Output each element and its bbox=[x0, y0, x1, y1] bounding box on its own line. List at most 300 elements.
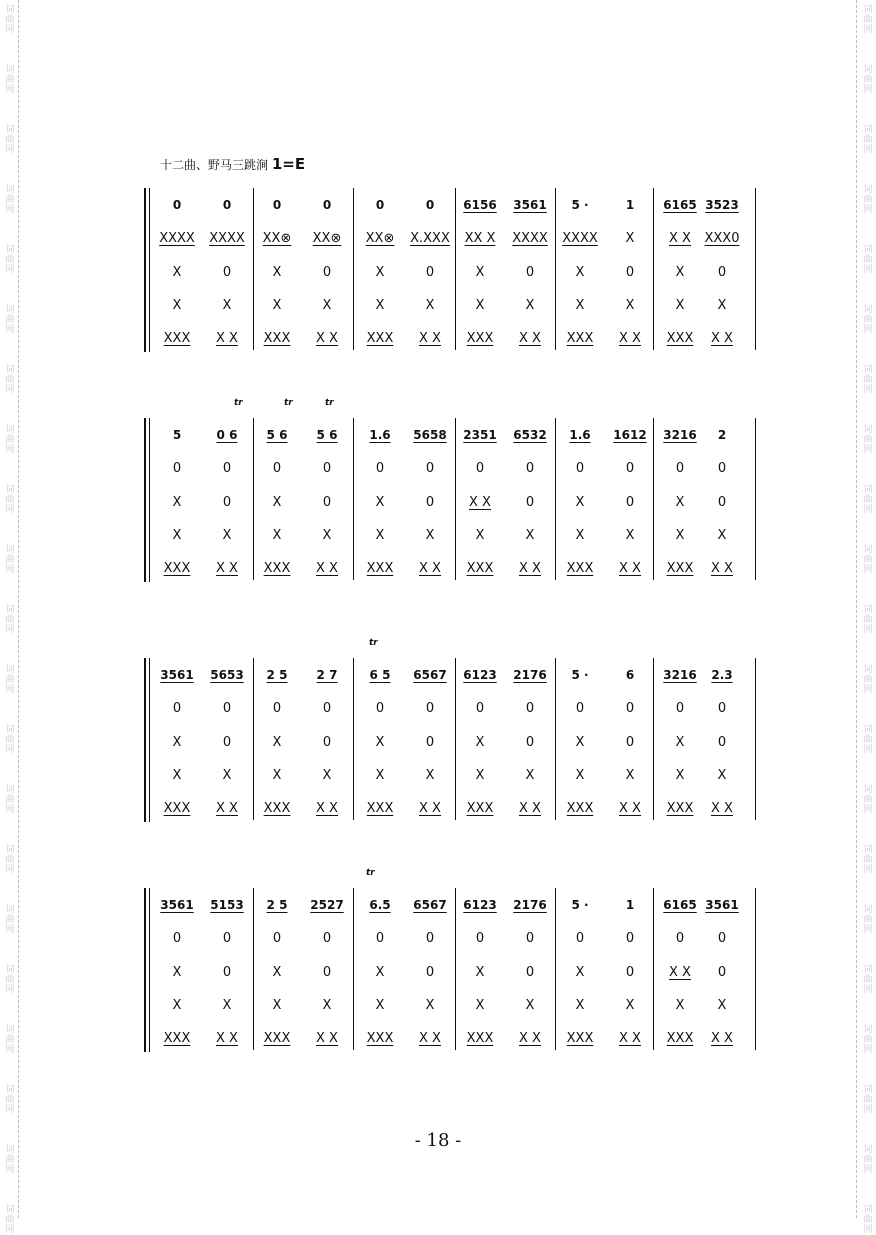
right-watermark-mark bbox=[860, 1205, 876, 1235]
note-cell: XXX bbox=[263, 561, 291, 576]
watermark-glyph: 曲 bbox=[5, 735, 15, 745]
note-cell: 0 bbox=[475, 461, 485, 476]
key-signature: 1=E bbox=[271, 155, 306, 173]
note-cell: X bbox=[375, 768, 385, 783]
watermark-glyph: 网 bbox=[863, 985, 873, 995]
note-cell: X bbox=[322, 998, 332, 1013]
watermark-glyph: 网 bbox=[5, 685, 15, 695]
left-watermark-mark bbox=[2, 1025, 18, 1055]
percussion-row bbox=[140, 260, 756, 288]
watermark-glyph: 网 bbox=[863, 925, 873, 935]
watermark-glyph: 词 bbox=[863, 185, 873, 195]
note-cell: 3216 bbox=[663, 668, 697, 682]
note-cell: X bbox=[222, 298, 232, 313]
note-cell: 0 bbox=[575, 701, 585, 716]
watermark-glyph: 网 bbox=[863, 25, 873, 35]
note-cell: X X bbox=[519, 331, 541, 346]
score-system bbox=[140, 422, 756, 584]
note-cell: X bbox=[375, 495, 385, 510]
note-cell: X X bbox=[669, 231, 691, 246]
right-watermark-mark bbox=[860, 425, 876, 455]
score-system bbox=[140, 192, 756, 354]
watermark-glyph: 网 bbox=[863, 505, 873, 515]
note-cell: 6 bbox=[625, 668, 635, 682]
note-cell: X bbox=[575, 495, 585, 510]
note-cell: 5653 bbox=[210, 668, 244, 682]
watermark-glyph: 词 bbox=[863, 965, 873, 975]
watermark-glyph: 曲 bbox=[5, 135, 15, 145]
note-cell: 6156 bbox=[463, 198, 497, 212]
note-cell: 3216 bbox=[663, 428, 697, 442]
watermark-glyph: 曲 bbox=[863, 735, 873, 745]
percussion-row bbox=[140, 993, 756, 1021]
watermark-glyph: 网 bbox=[863, 1225, 873, 1235]
note-cell: X X bbox=[519, 1031, 541, 1046]
note-cell: 0 bbox=[322, 701, 332, 716]
note-cell: XXX bbox=[466, 561, 494, 576]
right-border-line bbox=[856, 0, 857, 1218]
watermark-glyph: 词 bbox=[863, 785, 873, 795]
melody-row bbox=[140, 422, 756, 450]
note-cell: XXXX bbox=[512, 231, 548, 246]
note-cell: X bbox=[675, 735, 685, 750]
note-cell: X X bbox=[419, 1031, 441, 1046]
note-cell: 0 bbox=[625, 701, 635, 716]
note-cell: 6165 bbox=[663, 898, 697, 912]
left-watermark-mark bbox=[2, 185, 18, 215]
note-cell: 2 bbox=[717, 428, 727, 442]
watermark-glyph: 网 bbox=[5, 925, 15, 935]
watermark-glyph: 词 bbox=[5, 665, 15, 675]
watermark-glyph: 词 bbox=[863, 5, 873, 15]
right-watermark-mark bbox=[860, 65, 876, 95]
watermark-glyph: 词 bbox=[5, 65, 15, 75]
note-cell: 0 bbox=[322, 931, 332, 946]
note-cell: X bbox=[475, 528, 485, 543]
note-cell: X bbox=[625, 998, 635, 1013]
note-cell: 3561 bbox=[513, 198, 547, 212]
watermark-glyph: 词 bbox=[863, 245, 873, 255]
note-cell: X bbox=[172, 735, 182, 750]
watermark-glyph: 网 bbox=[863, 205, 873, 215]
note-cell: 0 bbox=[322, 198, 332, 212]
note-cell: X X bbox=[519, 801, 541, 816]
watermark-glyph: 曲 bbox=[5, 15, 15, 25]
watermark-glyph: 网 bbox=[5, 325, 15, 335]
note-cell: X X bbox=[316, 561, 338, 576]
left-watermark-mark bbox=[2, 65, 18, 95]
note-cell: 0 bbox=[322, 461, 332, 476]
watermark-glyph: 曲 bbox=[863, 795, 873, 805]
note-cell: 0 bbox=[717, 931, 727, 946]
note-cell: X bbox=[525, 768, 535, 783]
note-cell: X X bbox=[469, 495, 491, 510]
note-cell: 6123 bbox=[463, 668, 497, 682]
note-cell: XXX bbox=[366, 561, 394, 576]
left-watermark-mark bbox=[2, 365, 18, 395]
note-cell: X bbox=[475, 998, 485, 1013]
note-cell: X bbox=[625, 231, 635, 246]
note-cell: XXXX bbox=[209, 231, 245, 246]
note-cell: 0 bbox=[525, 495, 535, 510]
watermark-glyph: 曲 bbox=[863, 15, 873, 25]
watermark-glyph: 词 bbox=[5, 1025, 15, 1035]
watermark-glyph: 曲 bbox=[863, 315, 873, 325]
note-cell: 0 bbox=[172, 461, 182, 476]
note-cell: X bbox=[425, 768, 435, 783]
right-watermark-mark bbox=[860, 785, 876, 815]
score-system bbox=[140, 892, 756, 1054]
note-cell: 5 6 bbox=[316, 428, 338, 442]
note-cell: XX X bbox=[464, 231, 496, 246]
note-cell: 0 bbox=[717, 495, 727, 510]
right-watermark-mark bbox=[860, 845, 876, 875]
right-watermark-column bbox=[860, 0, 876, 1235]
note-cell: XXX bbox=[366, 801, 394, 816]
note-cell: X X bbox=[619, 801, 641, 816]
watermark-glyph: 曲 bbox=[863, 1095, 873, 1105]
melody-row bbox=[140, 192, 756, 220]
note-cell: X bbox=[717, 528, 727, 543]
note-cell: 5 · bbox=[571, 898, 589, 912]
watermark-glyph: 网 bbox=[5, 445, 15, 455]
note-cell: 1 bbox=[625, 898, 635, 912]
right-watermark-mark bbox=[860, 365, 876, 395]
note-cell: 5 · bbox=[571, 668, 589, 682]
watermark-glyph: 网 bbox=[5, 985, 15, 995]
note-cell: X bbox=[475, 265, 485, 280]
note-cell: 0 bbox=[425, 461, 435, 476]
trill-mark: tr bbox=[284, 398, 293, 408]
watermark-glyph: 曲 bbox=[5, 915, 15, 925]
note-cell: XXX bbox=[466, 1031, 494, 1046]
note-cell: 0 bbox=[675, 701, 685, 716]
percussion-row bbox=[140, 456, 756, 484]
watermark-glyph: 词 bbox=[5, 1205, 15, 1215]
left-border-line bbox=[18, 0, 19, 1218]
watermark-glyph: 词 bbox=[5, 605, 15, 615]
note-cell: X bbox=[272, 495, 282, 510]
note-cell: 5153 bbox=[210, 898, 244, 912]
percussion-row bbox=[140, 796, 756, 824]
note-cell: 0 bbox=[375, 701, 385, 716]
note-cell: X bbox=[525, 998, 535, 1013]
note-cell: 1612 bbox=[613, 428, 647, 442]
note-cell: 0 bbox=[675, 461, 685, 476]
left-watermark-mark bbox=[2, 725, 18, 755]
watermark-glyph: 网 bbox=[5, 1225, 15, 1235]
note-cell: 0 6 bbox=[216, 428, 238, 442]
watermark-glyph: 曲 bbox=[5, 75, 15, 85]
note-cell: 0 bbox=[222, 735, 232, 750]
watermark-glyph: 网 bbox=[5, 265, 15, 275]
note-cell: X X bbox=[316, 331, 338, 346]
note-cell: 0 bbox=[575, 931, 585, 946]
watermark-glyph: 词 bbox=[863, 365, 873, 375]
watermark-glyph: 曲 bbox=[5, 1095, 15, 1105]
percussion-row bbox=[140, 490, 756, 518]
note-cell: XXX bbox=[566, 331, 594, 346]
watermark-glyph: 词 bbox=[863, 1025, 873, 1035]
note-cell: XXX bbox=[163, 1031, 191, 1046]
right-watermark-mark bbox=[860, 905, 876, 935]
watermark-glyph: 网 bbox=[5, 1165, 15, 1175]
watermark-glyph: 词 bbox=[863, 605, 873, 615]
note-cell: 0 bbox=[425, 965, 435, 980]
note-cell: 0 bbox=[717, 965, 727, 980]
note-cell: 0 bbox=[222, 495, 232, 510]
note-cell: 6532 bbox=[513, 428, 547, 442]
watermark-glyph: 曲 bbox=[5, 975, 15, 985]
watermark-glyph: 曲 bbox=[5, 1035, 15, 1045]
watermark-glyph: 网 bbox=[5, 1045, 15, 1055]
note-cell: X X bbox=[711, 561, 733, 576]
note-cell: X bbox=[475, 965, 485, 980]
note-cell: XXX bbox=[263, 331, 291, 346]
note-cell: XXX bbox=[566, 1031, 594, 1046]
watermark-glyph: 曲 bbox=[863, 1155, 873, 1165]
note-cell: XXX bbox=[466, 331, 494, 346]
note-cell: XX⊗ bbox=[365, 231, 395, 246]
note-cell: X bbox=[272, 768, 282, 783]
score-system bbox=[140, 662, 756, 824]
left-watermark-mark bbox=[2, 965, 18, 995]
note-cell: XXX bbox=[566, 801, 594, 816]
note-cell: 3561 bbox=[705, 898, 739, 912]
note-cell: X bbox=[675, 998, 685, 1013]
note-cell: 0 bbox=[375, 198, 385, 212]
note-cell: X X bbox=[619, 331, 641, 346]
left-watermark-mark bbox=[2, 905, 18, 935]
note-cell: 0 bbox=[425, 701, 435, 716]
note-cell: X bbox=[717, 298, 727, 313]
note-cell: XXX bbox=[263, 1031, 291, 1046]
percussion-row bbox=[140, 763, 756, 791]
note-cell: 0 bbox=[425, 931, 435, 946]
note-cell: X bbox=[322, 768, 332, 783]
note-cell: 0 bbox=[625, 965, 635, 980]
watermark-glyph: 曲 bbox=[863, 675, 873, 685]
watermark-glyph: 网 bbox=[5, 865, 15, 875]
note-cell: 0 bbox=[475, 701, 485, 716]
note-cell: XXX bbox=[466, 801, 494, 816]
watermark-glyph: 曲 bbox=[5, 315, 15, 325]
watermark-glyph: 词 bbox=[5, 5, 15, 15]
note-cell: X bbox=[717, 768, 727, 783]
watermark-glyph: 网 bbox=[863, 805, 873, 815]
note-cell: XX⊗ bbox=[312, 231, 342, 246]
note-cell: X bbox=[475, 298, 485, 313]
note-cell: 0 bbox=[322, 965, 332, 980]
note-cell: X bbox=[172, 965, 182, 980]
watermark-glyph: 网 bbox=[863, 745, 873, 755]
note-cell: 5 · bbox=[571, 198, 589, 212]
note-cell: 6.5 bbox=[369, 898, 391, 912]
watermark-glyph: 词 bbox=[863, 845, 873, 855]
note-cell: X bbox=[322, 528, 332, 543]
note-cell: 5 bbox=[172, 428, 182, 442]
watermark-glyph: 曲 bbox=[5, 495, 15, 505]
note-cell: 0 bbox=[525, 931, 535, 946]
note-cell: 1 bbox=[625, 198, 635, 212]
note-cell: X bbox=[475, 768, 485, 783]
note-cell: X bbox=[272, 298, 282, 313]
watermark-glyph: 网 bbox=[5, 385, 15, 395]
watermark-glyph: 词 bbox=[863, 545, 873, 555]
note-cell: X bbox=[375, 735, 385, 750]
watermark-glyph: 词 bbox=[5, 425, 15, 435]
percussion-row bbox=[140, 226, 756, 254]
watermark-glyph: 词 bbox=[863, 1085, 873, 1095]
note-cell: X bbox=[375, 998, 385, 1013]
note-cell: X X bbox=[419, 561, 441, 576]
note-cell: 0 bbox=[625, 265, 635, 280]
left-watermark-mark bbox=[2, 785, 18, 815]
watermark-glyph: 网 bbox=[863, 145, 873, 155]
watermark-glyph: 曲 bbox=[863, 615, 873, 625]
note-cell: X X bbox=[216, 331, 238, 346]
note-cell: 0 bbox=[717, 265, 727, 280]
watermark-glyph: 曲 bbox=[863, 375, 873, 385]
note-cell: X X bbox=[419, 801, 441, 816]
watermark-glyph: 曲 bbox=[863, 495, 873, 505]
note-cell: 0 bbox=[625, 461, 635, 476]
note-cell: XXX bbox=[163, 561, 191, 576]
watermark-glyph: 词 bbox=[5, 725, 15, 735]
note-cell: X bbox=[172, 998, 182, 1013]
page-number: - 18 - bbox=[414, 1130, 462, 1151]
note-cell: 0 bbox=[222, 461, 232, 476]
watermark-glyph: 网 bbox=[863, 565, 873, 575]
watermark-glyph: 词 bbox=[863, 1205, 873, 1215]
watermark-glyph: 曲 bbox=[863, 855, 873, 865]
trill-mark: tr bbox=[366, 868, 375, 878]
note-cell: XXX bbox=[263, 801, 291, 816]
watermark-glyph: 网 bbox=[5, 745, 15, 755]
watermark-glyph: 曲 bbox=[863, 975, 873, 985]
watermark-glyph: 词 bbox=[5, 845, 15, 855]
note-cell: XXXX bbox=[562, 231, 598, 246]
watermark-glyph: 曲 bbox=[863, 555, 873, 565]
left-watermark-mark bbox=[2, 845, 18, 875]
note-cell: X bbox=[675, 528, 685, 543]
note-cell: X bbox=[375, 965, 385, 980]
note-cell: 0 bbox=[222, 701, 232, 716]
right-watermark-mark bbox=[860, 185, 876, 215]
note-cell: XXX bbox=[666, 561, 694, 576]
note-cell: 0 bbox=[375, 931, 385, 946]
left-watermark-mark bbox=[2, 545, 18, 575]
note-cell: X bbox=[425, 298, 435, 313]
left-watermark-mark bbox=[2, 5, 18, 35]
note-cell: 0 bbox=[525, 701, 535, 716]
watermark-glyph: 词 bbox=[5, 185, 15, 195]
watermark-glyph: 词 bbox=[5, 365, 15, 375]
note-cell: 0 bbox=[525, 265, 535, 280]
note-cell: 0 bbox=[475, 931, 485, 946]
right-watermark-mark bbox=[860, 305, 876, 335]
note-cell: X bbox=[575, 965, 585, 980]
watermark-glyph: 网 bbox=[863, 325, 873, 335]
watermark-glyph: 曲 bbox=[863, 75, 873, 85]
watermark-glyph: 词 bbox=[5, 305, 15, 315]
note-cell: X bbox=[575, 735, 585, 750]
note-cell: X bbox=[375, 528, 385, 543]
watermark-glyph: 网 bbox=[5, 85, 15, 95]
note-cell: 6567 bbox=[413, 898, 447, 912]
note-cell: X bbox=[717, 998, 727, 1013]
right-watermark-mark bbox=[860, 1085, 876, 1115]
note-cell: 2 5 bbox=[266, 898, 288, 912]
piece-title-text: 十二曲、野马三跳涧 bbox=[160, 158, 269, 172]
percussion-row bbox=[140, 523, 756, 551]
note-cell: X bbox=[625, 768, 635, 783]
note-cell: X bbox=[575, 528, 585, 543]
note-cell: XXX bbox=[163, 801, 191, 816]
note-cell: 0 bbox=[322, 735, 332, 750]
note-cell: 5658 bbox=[413, 428, 447, 442]
watermark-glyph: 曲 bbox=[863, 435, 873, 445]
left-watermark-mark bbox=[2, 425, 18, 455]
note-cell: X X bbox=[316, 801, 338, 816]
note-cell: X bbox=[222, 528, 232, 543]
note-cell: 0 bbox=[525, 735, 535, 750]
watermark-glyph: 网 bbox=[5, 505, 15, 515]
left-watermark-mark bbox=[2, 1085, 18, 1115]
note-cell: X X bbox=[669, 965, 691, 980]
note-cell: X X bbox=[316, 1031, 338, 1046]
right-watermark-mark bbox=[860, 965, 876, 995]
left-watermark-mark bbox=[2, 485, 18, 515]
note-cell: XXX bbox=[366, 1031, 394, 1046]
watermark-glyph: 词 bbox=[5, 905, 15, 915]
note-cell: 2527 bbox=[310, 898, 344, 912]
watermark-glyph: 曲 bbox=[5, 435, 15, 445]
note-cell: X bbox=[375, 298, 385, 313]
note-cell: 6 5 bbox=[369, 668, 391, 682]
note-cell: 0 bbox=[272, 701, 282, 716]
left-watermark-mark bbox=[2, 1205, 18, 1235]
watermark-glyph: 网 bbox=[5, 25, 15, 35]
watermark-glyph: 网 bbox=[5, 205, 15, 215]
note-cell: X bbox=[272, 965, 282, 980]
watermark-glyph: 网 bbox=[863, 685, 873, 695]
note-cell: 0 bbox=[222, 931, 232, 946]
note-cell: 0 bbox=[222, 265, 232, 280]
percussion-row bbox=[140, 926, 756, 954]
watermark-glyph: 曲 bbox=[5, 375, 15, 385]
note-cell: X bbox=[675, 298, 685, 313]
note-cell: 0 bbox=[625, 735, 635, 750]
note-cell: 0 bbox=[425, 265, 435, 280]
watermark-glyph: 词 bbox=[5, 1085, 15, 1095]
watermark-glyph: 词 bbox=[863, 665, 873, 675]
note-cell: 2 7 bbox=[316, 668, 338, 682]
watermark-glyph: 曲 bbox=[863, 255, 873, 265]
watermark-glyph: 网 bbox=[863, 445, 873, 455]
watermark-glyph: 网 bbox=[5, 145, 15, 155]
watermark-glyph: 网 bbox=[863, 865, 873, 875]
watermark-glyph: 曲 bbox=[5, 1155, 15, 1165]
watermark-glyph: 网 bbox=[863, 1165, 873, 1175]
note-cell: X bbox=[172, 768, 182, 783]
note-cell: 2176 bbox=[513, 668, 547, 682]
note-cell: X bbox=[425, 998, 435, 1013]
note-cell: X bbox=[575, 265, 585, 280]
left-watermark-mark bbox=[2, 245, 18, 275]
piece-title bbox=[160, 155, 305, 173]
note-cell: 3523 bbox=[705, 198, 739, 212]
